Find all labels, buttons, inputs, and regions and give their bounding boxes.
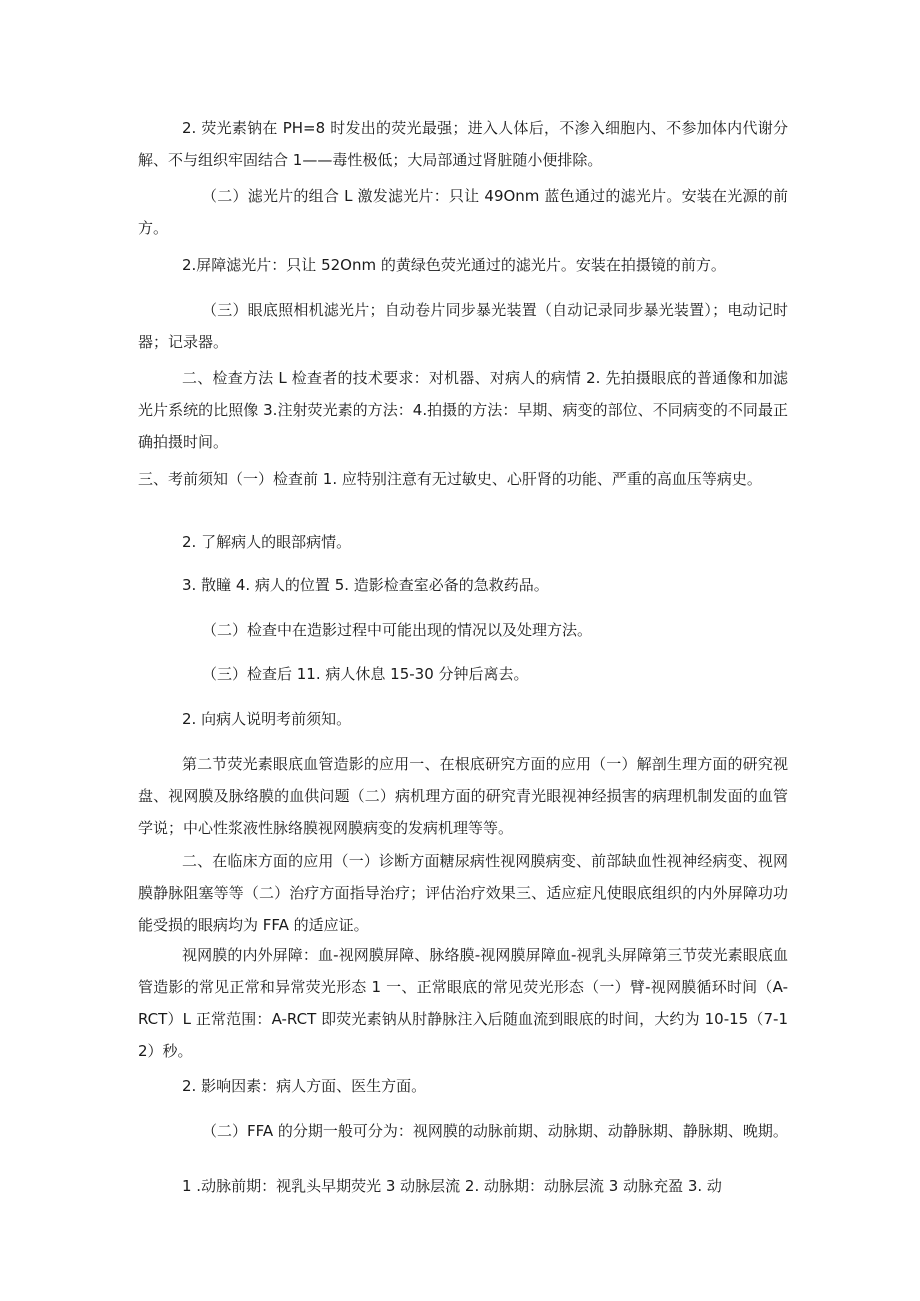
- paragraph-fluorescein-properties: 2. 荧光素钠在 PH=8 时发出的荧光最强；进入人体后，不渗入细胞内、不参加体内代谢分解、不与组织牢固结合 1——毒性极低；大局部通过肾脏随小便排除。: [138, 119, 788, 169]
- paragraph-after-exam: （三）检查后 11. 病人休息 15-30 分钟后离去。: [202, 665, 529, 683]
- paragraph-explain-precautions: 2. 向病人说明考前须知。: [182, 710, 352, 728]
- paragraph-influencing-factors: 2. 影响因素：病人方面、医生方面。: [182, 1077, 427, 1095]
- paragraph-arterial-phase: 1 .动脉前期：视乳头早期荧光 3 动脉层流 2. 动脉期：动脉层流 3 动脉充盈 3. 动: [182, 1177, 722, 1195]
- paragraph-retinal-barriers: 视网膜的内外屏障：血-视网膜屏障、脉络膜-视网膜屏障血-视乳头屏障第三节荧光素眼底血管造影的常见正常和异常荧光形态 1 一、正常眼底的常见荧光形态（一）臂-视网膜循环时间（A-RCT）L 正常范围：A-RCT 即荧光素钠从肘静脉注入后随血流到眼底的时间，大约为 10-15（7-12）秒。: [138, 946, 788, 1060]
- paragraph-during-exam: （二）检查中在造影过程中可能出现的情况以及处理方法。: [202, 621, 593, 639]
- paragraph-precautions-before: 三、考前须知（一）检查前 1. 应特别注意有无过敏史、心肝肾的功能、严重的高血压等病史。: [138, 470, 762, 488]
- paragraph-fundus-camera: （三）眼底照相机滤光片；自动卷片同步暴光装置（自动记录同步暴光装置）；电动记时器；记录器。: [138, 301, 788, 351]
- paragraph-eye-condition: 2. 了解病人的眼部病情。: [182, 533, 352, 551]
- paragraph-examination-methods: 二、检查方法 L 检查者的技术要求：对机器、对病人的病情 2. 先拍摄眼底的普通像和加滤光片系统的比照像 3.注射荧光素的方法：4.拍摄的方法：早期、病变的部位、不同病变的不同最正确拍摄时间。: [138, 369, 788, 451]
- paragraph-mydriasis: 3. 散瞳 4. 病人的位置 5. 造影检查室必备的急救药品。: [182, 576, 549, 594]
- paragraph-section-two-basic-research: 第二节荧光素眼底血管造影的应用一、在根底研究方面的应用（一）解剖生理方面的研究视盘、视网膜及脉络膜的血供问题（二）病机理方面的研究青光眼视神经损害的病理机制发面的血管学说；中心性浆液性脉络膜视网膜病变的发病机理等等。: [138, 755, 788, 837]
- paragraph-barrier-filter: 2.屏障滤光片：只让 52Onm 的黄绿色荧光通过的滤光片。安装在拍摄镜的前方。: [182, 256, 726, 274]
- paragraph-ffa-phases: （二）FFA 的分期一般可分为：视网膜的动脉前期、动脉期、动静脉期、静脉期、晚期。: [202, 1122, 788, 1140]
- paragraph-clinical-application: 二、在临床方面的应用（一）诊断方面糖尿病性视网膜病变、前部缺血性视神经病变、视网膜静脉阻塞等等（二）治疗方面指导治疗；评估治疗效果三、适应症凡使眼底组织的内外屏障功功能受损的眼病均为 FFA 的适应证。: [138, 852, 788, 934]
- paragraph-filter-combination: （二）滤光片的组合 L 激发滤光片：只让 49Onm 蓝色通过的滤光片。安装在光源的前方。: [138, 187, 788, 237]
